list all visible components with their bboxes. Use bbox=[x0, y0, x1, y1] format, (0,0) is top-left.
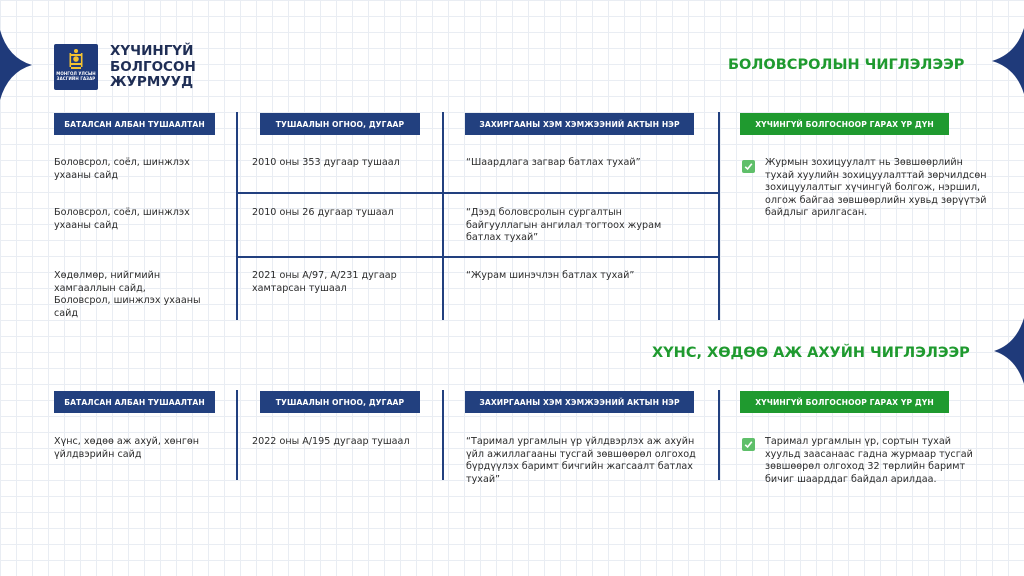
row2-order: 2010 оны 26 дугаар тушаал bbox=[252, 207, 394, 218]
header-authority: БАТАЛСАН АЛБАН ТУШААЛТАН bbox=[54, 113, 215, 135]
page-title: ХҮЧИНГҮЙ БОЛГОСОН ЖУРМУУД bbox=[110, 43, 196, 90]
checkmark-icon bbox=[742, 160, 755, 173]
checkmark-icon bbox=[742, 438, 755, 451]
header-order: ТУШААЛЫН ОГНОО, ДУГААР bbox=[260, 113, 420, 135]
row1-order: 2022 оны А/195 дугаар тушаал bbox=[252, 436, 410, 447]
row1-order: 2010 оны 353 дугаар тушаал bbox=[252, 157, 400, 168]
logo-caption: МОНГОЛ УЛСЫН ЗАСГИЙН ГАЗАР bbox=[56, 71, 96, 81]
government-logo bbox=[54, 44, 98, 90]
corner-decoration-mid-right bbox=[992, 318, 1024, 384]
table-divider bbox=[718, 112, 720, 320]
table-divider bbox=[442, 390, 444, 480]
corner-decoration-top-left bbox=[0, 30, 34, 100]
row3-authority: Хөдөлмөр, нийгмийн хамгааллын сайд, Боловсрол, шинжлэх ухааны сайд bbox=[54, 270, 201, 319]
header-act: ЗАХИРГААНЫ ХЭМ ХЭМЖЭЭНИЙ АКТЫН НЭР bbox=[465, 113, 694, 135]
header-act: ЗАХИРГААНЫ ХЭМ ХЭМЖЭЭНИЙ АКТЫН НЭР bbox=[465, 391, 694, 413]
row1-authority: Боловсрол, соёл, шинжлэх ухааны сайд bbox=[54, 157, 190, 181]
table-divider bbox=[236, 390, 238, 480]
row1-act: “Таримал ургамлын үр үйлдвэрлэх аж ахуйн үйл ажиллагааны тусгай зөвшөөрөл олгоход бүрдүүлэх баримт бичгийн жагсаалт батлах тухай” bbox=[466, 436, 696, 485]
row1-authority: Хүнс, хөдөө аж ахуй, хөнгөн үйлдвэрийн сайд bbox=[54, 436, 200, 460]
section-title-education: БОЛОВСРОЛЫН ЧИГЛЭЛЭЭР bbox=[728, 57, 965, 73]
corner-decoration-top-right bbox=[990, 28, 1024, 94]
table-divider bbox=[718, 390, 720, 480]
result-text: Таримал ургамлын үр, сортын тухай хуульд заасанаас гадна журмаар тусгай зөвшөөрөл олгоход 32 төрлийн баримт бичиг шаарддаг байдал арилдаа. bbox=[765, 436, 973, 485]
row2-act: “Дээд боловсролын сургалтын байгууллагын ангилал тогтоох журам батлах тухай” bbox=[466, 207, 662, 244]
section-title-food-agriculture: ХҮНС, ХӨДӨӨ АЖ АХУЙН ЧИГЛЭЛЭЭР bbox=[652, 345, 970, 361]
result-text: Журмын зохицуулалт нь Зөвшөөрлийн тухай хуулийн зохицуулалттай зөрчилдсөн зохицуулалтыг хүчингүй болгож, нэршил, олгож байгаа зөвшөөрлийн хувьд зөрүүтэй байдлыг арилгасан. bbox=[765, 157, 987, 219]
soyombo-emblem-icon bbox=[69, 48, 83, 70]
row-divider bbox=[236, 192, 718, 194]
header-authority: БАТАЛСАН АЛБАН ТУШААЛТАН bbox=[54, 391, 215, 413]
row-divider bbox=[236, 256, 718, 258]
header-result: ХҮЧИНГҮЙ БОЛГОСНООР ГАРАХ ҮР ДҮН bbox=[740, 391, 949, 413]
row1-act: “Шаардлага загвар батлах тухай” bbox=[466, 157, 641, 168]
header-result: ХҮЧИНГҮЙ БОЛГОСНООР ГАРАХ ҮР ДҮН bbox=[740, 113, 949, 135]
row3-act: “Журам шинэчлэн батлах тухай” bbox=[466, 270, 635, 281]
table-divider bbox=[442, 112, 444, 320]
row3-order: 2021 оны А/97, А/231 дугаар хамтарсан тушаал bbox=[252, 270, 397, 294]
header-order: ТУШААЛЫН ОГНОО, ДУГААР bbox=[260, 391, 420, 413]
row2-authority: Боловсрол, соёл, шинжлэх ухааны сайд bbox=[54, 207, 190, 231]
table-divider bbox=[236, 112, 238, 320]
